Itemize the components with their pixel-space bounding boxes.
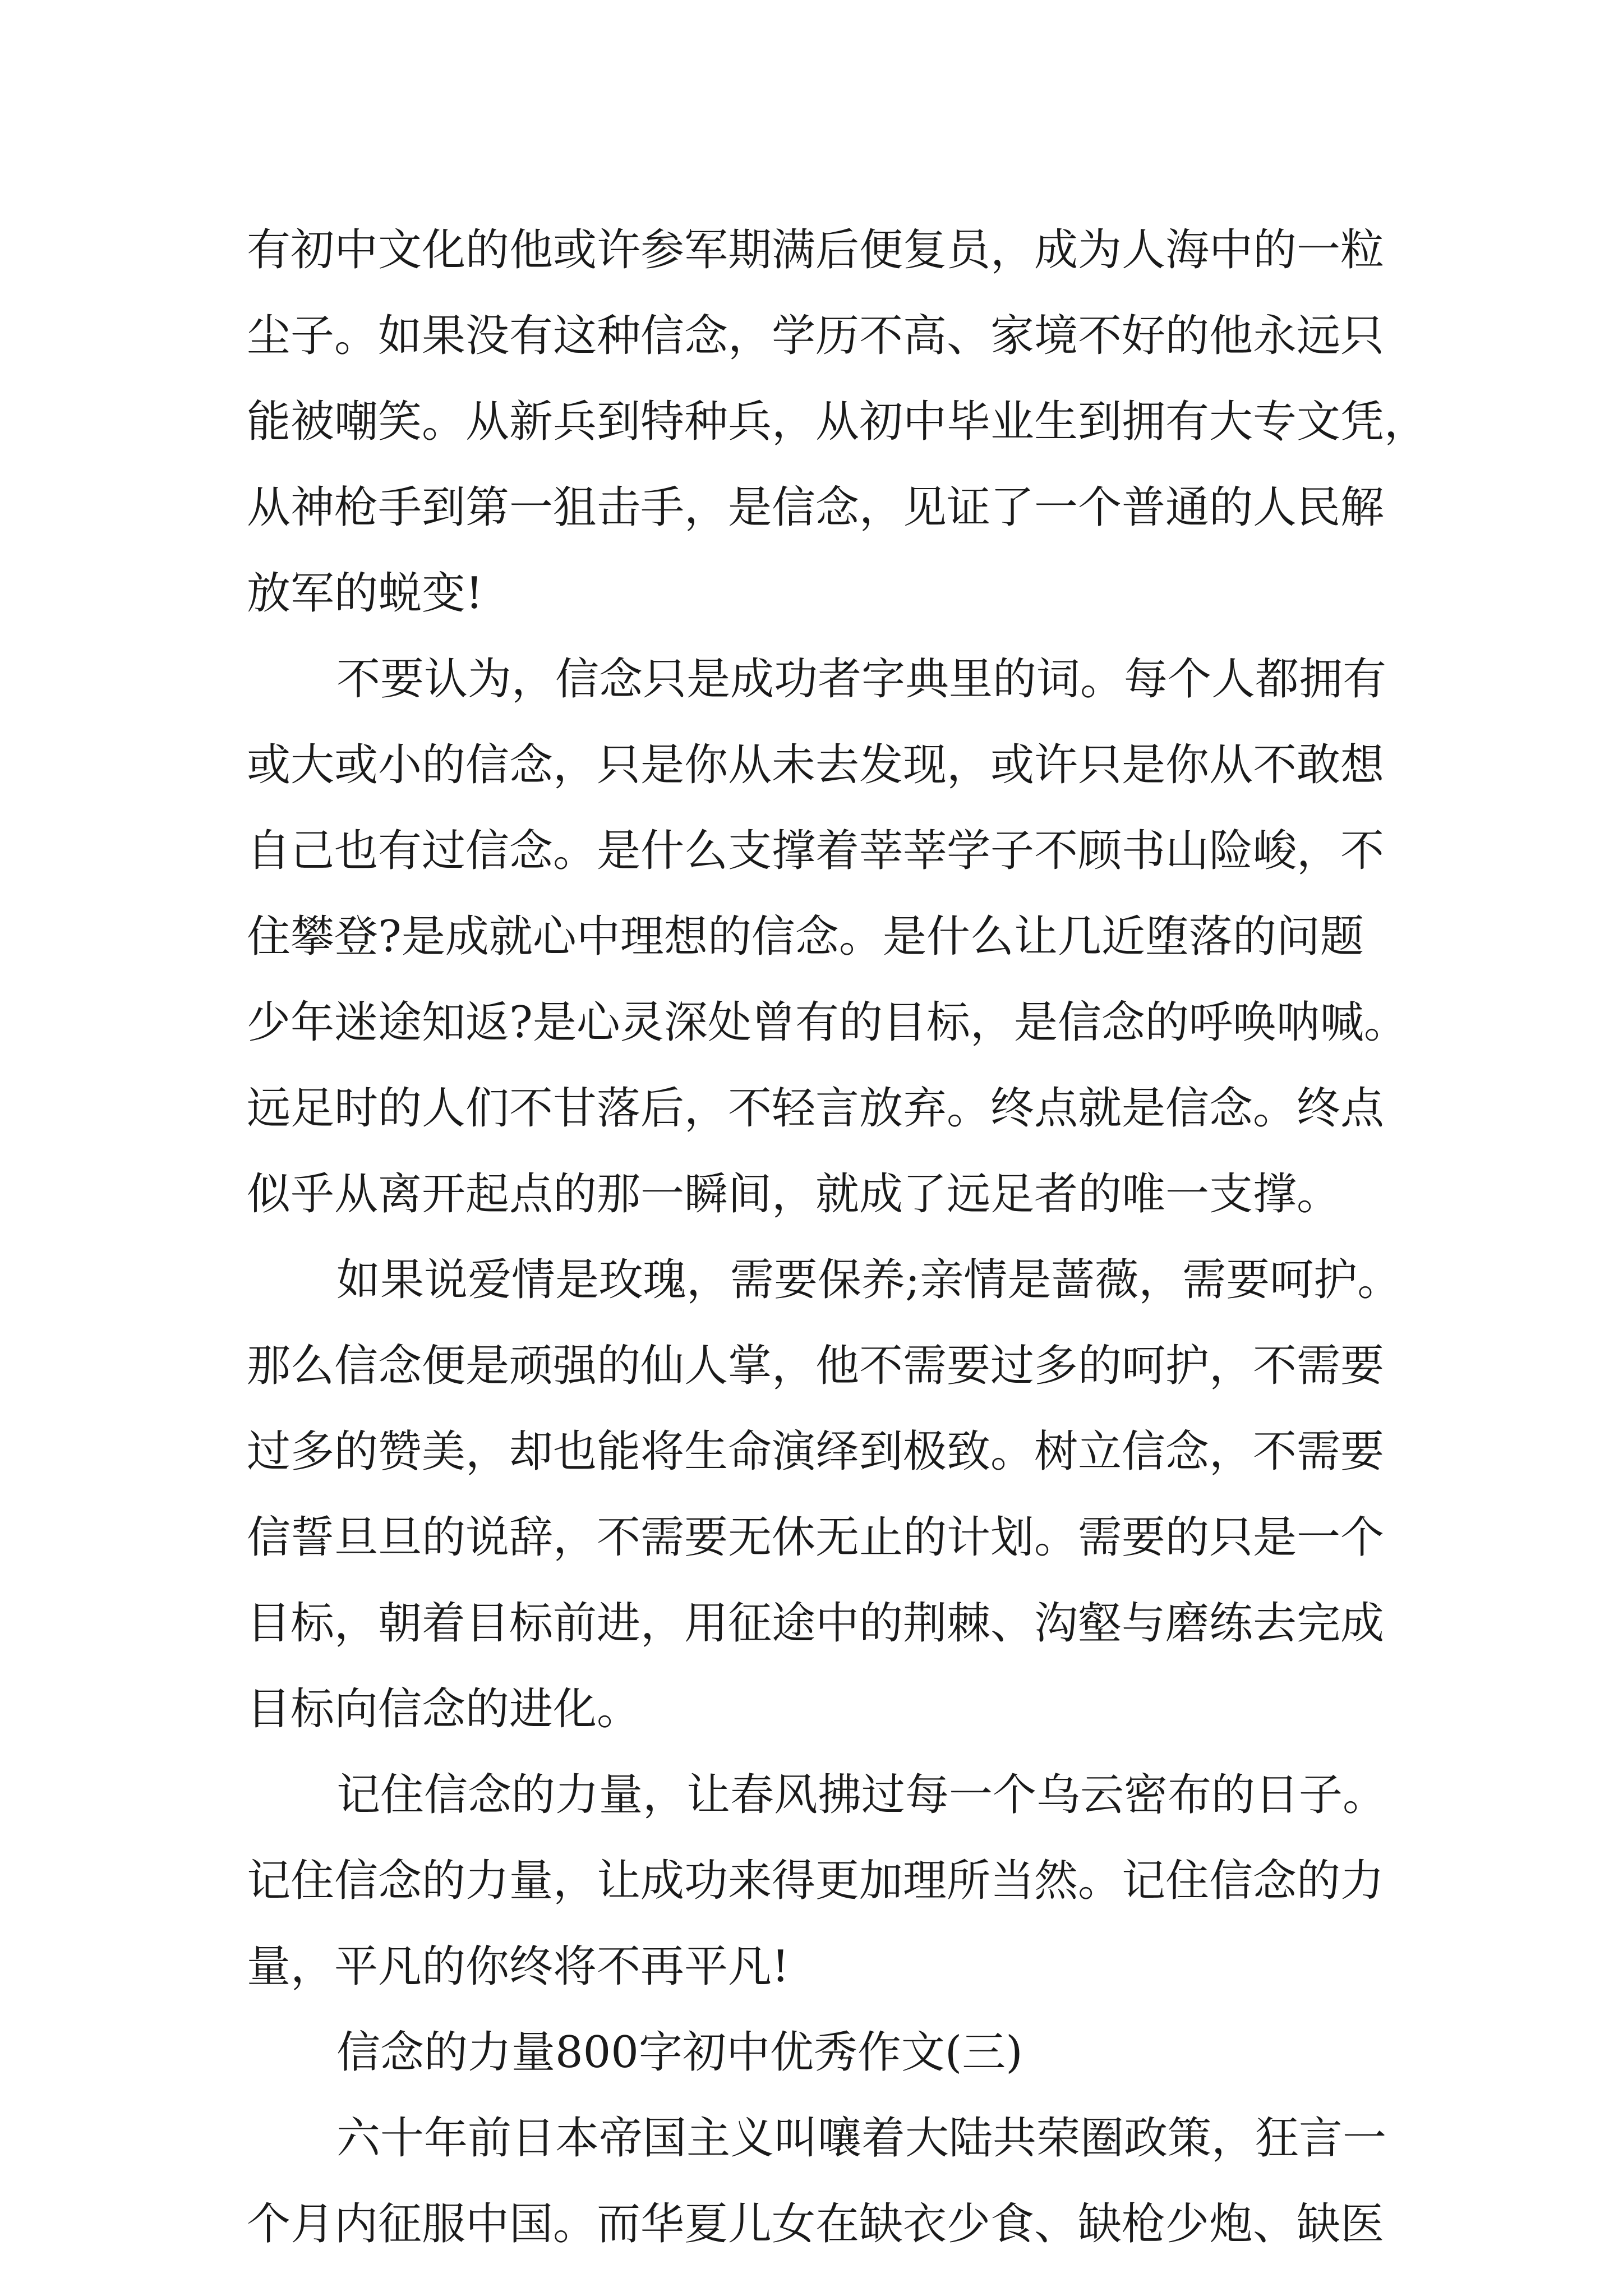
text-line: 个月内征服中国。而华夏儿女在缺衣少食、缺枪少炮、缺医 xyxy=(247,2199,1385,2249)
text-line: 信念的力量800字初中优秀作文(三) xyxy=(336,2027,1023,2078)
document-body xyxy=(247,208,1428,2267)
text-line: 放军的蜕变! xyxy=(247,568,483,619)
text-line: 量，平凡的你终将不再平凡! xyxy=(247,1941,790,1992)
text-line: 似乎从离开起点的那一瞬间，就成了远足者的唯一支撑。 xyxy=(247,1169,1341,1220)
text-line: 能被嘲笑。从新兵到特种兵，从初中毕业生到拥有大专文凭， xyxy=(247,397,1428,447)
text-line: 信誓旦旦的说辞，不需要无休无止的计划。需要的只是一个 xyxy=(247,1512,1385,1563)
text-line: 目标，朝着目标前进，用征途中的荆棘、沟壑与磨练去完成 xyxy=(247,1598,1385,1649)
text-line: 那么信念便是顽强的仙人掌，他不需要过多的呵护，不需要 xyxy=(247,1341,1385,1391)
text-line: 如果说爱情是玫瑰，需要保养;亲情是蔷薇，需要呵护。 xyxy=(336,1255,1401,1305)
text-line: 少年迷途知返?是心灵深处曾有的目标，是信念的呼唤呐喊。 xyxy=(247,997,1408,1048)
text-line: 记住信念的力量，让春风拂过每一个乌云密布的日子。 xyxy=(336,1770,1387,1820)
text-line: 目标向信念的进化。 xyxy=(247,1684,641,1734)
text-line: 或大或小的信念，只是你从未去发现，或许只是你从不敢想 xyxy=(247,740,1385,790)
text-line: 住攀登?是成就心中理想的信念。是什么让几近堕落的问题 xyxy=(247,912,1364,962)
text-line: 不要认为，信念只是成功者字典里的词。每个人都拥有 xyxy=(336,654,1387,705)
text-line: 远足时的人们不甘落后，不轻言放弃。终点就是信念。终点 xyxy=(247,1083,1385,1134)
text-line: 六十年前日本帝国主义叫嚷着大陆共荣圈政策，狂言一 xyxy=(336,2113,1387,2164)
text-line: 过多的赞美，却也能将生命演绎到极致。树立信念，不需要 xyxy=(247,1427,1385,1477)
text-line: 记住信念的力量，让成功来得更加理所当然。记住信念的力 xyxy=(247,1856,1385,1906)
text-line: 自己也有过信念。是什么支撑着莘莘学子不顾书山险峻，不 xyxy=(247,826,1385,876)
text-line: 有初中文化的他或许参军期满后便复员，成为人海中的一粒 xyxy=(247,225,1385,275)
text-line: 尘子。如果没有这种信念，学历不高、家境不好的他永远只 xyxy=(247,311,1385,361)
text-line: 从神枪手到第一狙击手，是信念，见证了一个普通的人民解 xyxy=(247,482,1385,533)
